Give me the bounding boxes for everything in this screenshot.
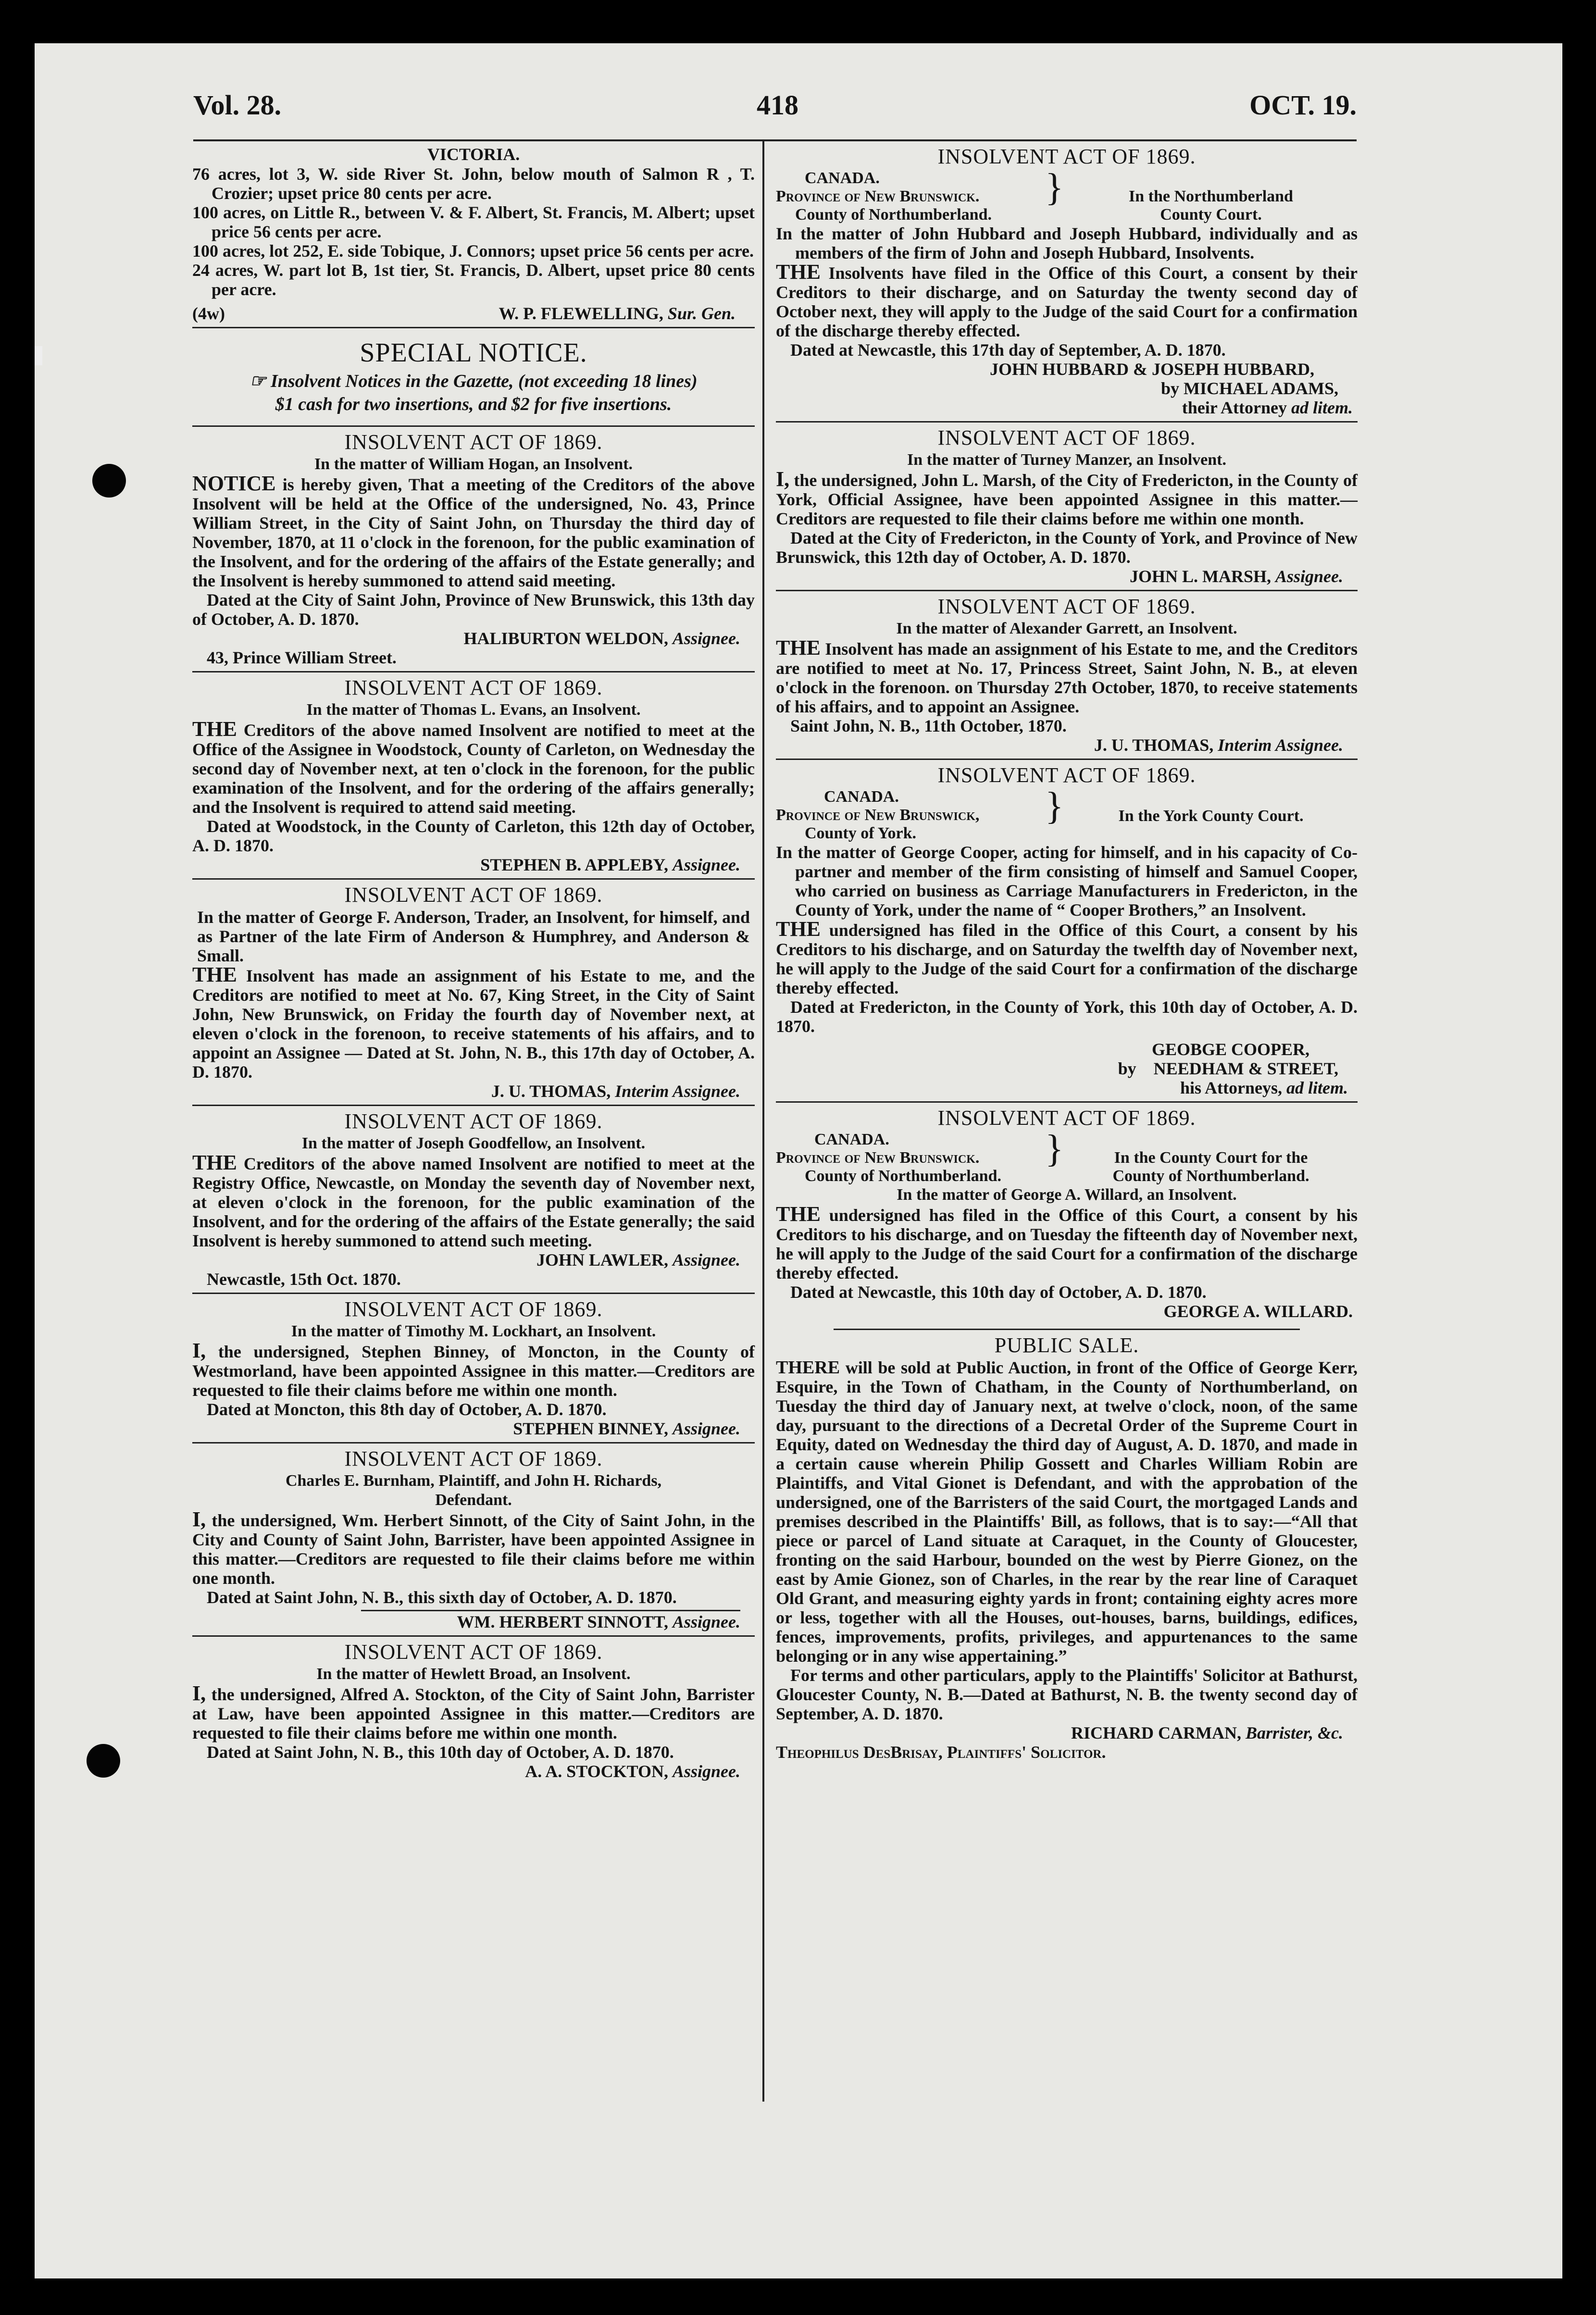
notice-willard: [776, 1106, 1358, 1321]
notice-matter: In the matter of Thomas L. Evans, an Insolvent.: [306, 701, 641, 719]
notice-matter: In the matter of William Hogan, an Insolvent.: [314, 455, 633, 473]
signer-title: Assignee.: [672, 629, 740, 648]
attorney-title: ad litem.: [1286, 1078, 1348, 1097]
attorney-title: ad litem.: [1291, 398, 1353, 417]
signer-name: JOHN HUBBARD & JOSEPH HUBBARD,: [989, 360, 1314, 379]
divider: [192, 327, 755, 328]
issue-date: OCT. 19.: [1249, 89, 1357, 121]
lead-word: THE: [776, 636, 821, 660]
signer-title: Interim Assignee.: [615, 1082, 740, 1101]
notice-dated: Dated at Newcastle, this 10th day of October, A. D. 1870.: [790, 1282, 1207, 1302]
brace-icon: }: [1045, 785, 1064, 827]
divider: [192, 1105, 755, 1106]
notice-dated: Dated at Saint John, N. B., this sixth day of October, A. D. 1870.: [207, 1588, 677, 1607]
signer-title: Assignee.: [672, 1419, 740, 1438]
notice-title: INSOLVENT ACT OF 1869.: [937, 595, 1196, 618]
notice-dated: Dated at the City of Saint John, Province of New Brunswick, this 13th day of October, A. D. 1870.: [192, 590, 755, 629]
country: CANADA.: [814, 1131, 889, 1148]
lead-word: THE: [776, 1202, 821, 1226]
notice-hubbard: [776, 144, 1358, 417]
notice-cooper: [776, 763, 1358, 1097]
lot-entry: 100 acres, on Little R., between V. & F. Albert, St. Francis, M. Albert; upset price 56 cents per acre.: [192, 203, 755, 241]
signer-address: 43, Prince William Street.: [207, 648, 397, 667]
notice-matter: In the matter of Turney Manzer, an Insolvent.: [907, 451, 1226, 469]
notice-matter: In the matter of George F. Anderson, Trader, an Insolvent, for himself, and as Partner of the late Firm of Anderson & Humphrey, and Anderson & Small.: [197, 908, 750, 965]
lot-entry: 100 acres, lot 252, E. side Tobique, J. Connors; upset price 56 cents per acre.: [192, 241, 754, 261]
notice-garrett: [776, 594, 1358, 755]
volume-label: Vol. 28.: [193, 89, 282, 121]
notice-manzer: [776, 425, 1358, 586]
left-column: [192, 144, 755, 1781]
notice-title: INSOLVENT ACT OF 1869.: [344, 1297, 603, 1321]
lead-word: THE: [192, 1151, 237, 1174]
signer-name: J. U. THOMAS,: [1094, 735, 1214, 755]
victoria-section: [192, 144, 755, 323]
signer-name: WM. HERBERT SINNOTT,: [457, 1612, 668, 1631]
lot-entry: 24 acres, W. part lot B, 1st tier, St. Francis, D. Albert, upset price 80 cents per acre.: [192, 261, 755, 299]
solicitor: Theophilus DesBrisay, Plaintiffs' Solicitor.: [776, 1742, 1106, 1762]
section-title: VICTORIA.: [427, 145, 520, 164]
lead-word: I,: [776, 467, 790, 491]
court-heading: [776, 785, 1358, 843]
notice-body: undersigned has filed in the Office of this Court, a consent by his Creditors to his discharge, and on Tuesday the fifteenth day of November next, he will apply to the Judge of the said Court for a confirmation of the discharge thereby effected.: [776, 1206, 1358, 1282]
notice-dated: Dated at Fredericton, in the County of York, this 10th day of October, A. D. 1870.: [776, 997, 1358, 1036]
header-rule: [193, 139, 1357, 141]
notice-title: INSOLVENT ACT OF 1869.: [937, 145, 1196, 168]
notice-broad: [192, 1640, 755, 1781]
lead-word: I,: [192, 1339, 206, 1362]
notice-matter: In the matter of George A. Willard, an Insolvent.: [897, 1186, 1237, 1204]
signer-title: Assignee.: [1275, 567, 1343, 586]
page-header: [193, 89, 1357, 127]
signer-agent: by MICHAEL ADAMS,: [1160, 379, 1338, 398]
notice-goodfellow: [192, 1109, 755, 1289]
signer-title: Assignee.: [672, 1762, 740, 1781]
divider: [192, 671, 755, 672]
signer-title: Sur. Gen.: [667, 304, 736, 323]
notice-line: $1 cash for two insertions, and $2 for five insertions.: [275, 394, 672, 414]
divider: [361, 1610, 740, 1611]
signer-title: Barrister, &c.: [1245, 1723, 1343, 1742]
signer-title: Assignee.: [672, 1250, 740, 1270]
section-title: SPECIAL NOTICE.: [360, 338, 587, 368]
notice-body: Insolvent has made an assignment of his Estate to me, and the Creditors are notified to meet at No. 67, King Street, in the City of Saint John, New Brunswick, on Friday the fourth day of November next, at eleven o'clock in the forenoon, to receive statements of his affairs, and to appoint an Assignee — Dated at St. John, N. B., this 17th day of October, A. D. 1870.: [192, 966, 755, 1082]
notice-body: Creditors of the above named Insolvent are notified to meet at the Registry Office, Newcastle, on Monday the seventh day of November next, at eleven o'clock in the forenoon, for the public examination of the Insolvent, and for the ordering of the affairs of the Estate generally; the said Insolvent is hereby summoned to attend such meeting.: [192, 1154, 755, 1250]
lead-word: THE: [776, 917, 821, 941]
notice-title: INSOLVENT ACT OF 1869.: [344, 430, 603, 454]
lead-word: I,: [192, 1681, 206, 1705]
sale-terms: For terms and other particulars, apply to the Plaintiffs' Solicitor at Bathurst, Gloucester County, N. B.—Dated at Bathurst, N. B. the twenty second day of September, A. D. 1870.: [776, 1666, 1358, 1723]
province: Province of New Brunswick,: [776, 806, 980, 824]
notice-matter: In the matter of Hewlett Broad, an Insolvent.: [316, 1665, 631, 1683]
divider: [776, 759, 1358, 760]
divider: [834, 1329, 1300, 1330]
notice-body: the undersigned, Stephen Binney, of Moncton, in the County of Westmorland, have been appointed Assignee in this matter.—Creditors are requested to file their claims before me within one month.: [192, 1342, 755, 1400]
divider: [192, 878, 755, 880]
divider: [776, 421, 1358, 423]
notice-dated: Newcastle, 15th Oct. 1870.: [207, 1270, 401, 1289]
signer-name: GEORGE A. WILLARD.: [1163, 1302, 1353, 1321]
attorney: their Attorney: [1182, 398, 1287, 417]
signer-name: JOHN LAWLER,: [536, 1250, 668, 1270]
notice-title: INSOLVENT ACT OF 1869.: [937, 426, 1196, 449]
public-sale: [776, 1333, 1358, 1762]
court-name: County of Northumberland.: [1112, 1167, 1309, 1185]
divider: [192, 425, 755, 427]
notice-title: INSOLVENT ACT OF 1869.: [344, 883, 603, 907]
notice-dated: Dated at the City of Fredericton, in the County of York, and Province of New Brunswick, this 12th day of October, A. D. 1870.: [776, 528, 1358, 567]
notice-matter: In the matter of John Hubbard and Joseph Hubbard, individually and as members of the firm of John and Joseph Hubbard, Insolvents.: [776, 224, 1358, 262]
signer-name: RICHARD CARMAN,: [1071, 1723, 1241, 1742]
notice-evans: [192, 675, 755, 874]
court-name: County Court.: [1160, 206, 1262, 224]
notice-title: INSOLVENT ACT OF 1869.: [344, 676, 603, 699]
notice-sinnott: [192, 1446, 755, 1631]
country: CANADA.: [805, 169, 880, 187]
notice-matter: In the matter of Joseph Goodfellow, an Insolvent.: [301, 1134, 646, 1152]
signer-agent: NEEDHAM & STREET,: [1153, 1059, 1338, 1078]
notice-line: ☞ Insolvent Notices in the Gazette, (not exceeding 18 lines): [249, 371, 698, 391]
notice-dated: Saint John, N. B., 11th October, 1870.: [790, 716, 1067, 735]
court-name: In the Northumberland: [1129, 187, 1293, 205]
signer-name: A. A. STOCKTON,: [525, 1762, 668, 1781]
county: County of Northumberland.: [795, 206, 992, 224]
signer-name: STEPHEN B. APPLEBY,: [480, 855, 668, 874]
court-heading: [776, 1128, 1358, 1185]
signer-name: J. U. THOMAS,: [491, 1082, 611, 1101]
right-column: [776, 144, 1358, 1762]
special-notice: [192, 336, 755, 416]
signer-title: Assignee.: [672, 855, 740, 874]
lead-word: THE: [192, 963, 237, 986]
court-name: In the County Court for the: [1114, 1149, 1308, 1167]
notice-matter: In the matter of Alexander Garrett, an Insolvent.: [896, 620, 1237, 637]
divider: [192, 1635, 755, 1637]
notice-matter: In the matter of George Cooper, acting for himself, and in his capacity of Co-partner and member of the firm consisting of himself and Samuel Cooper, who carried on business as Carriage Manufacturers in Fredericton, in the County of York, under the name of “ Cooper Brothers,” an Insolvent.: [776, 843, 1358, 920]
country: CANADA.: [824, 788, 899, 806]
divider: [776, 590, 1358, 591]
notice-body: undersigned has filed in the Office of this Court, a consent by his Creditors to his discharge, and on Saturday the twelfth day of November next, he will apply to the Judge of the said Court for a confirmation of the discharge thereby effected.: [776, 921, 1358, 997]
signer-title: Assignee.: [672, 1612, 740, 1631]
notice-body: Insolvent has made an assignment of his Estate to me, and the Creditors are notified to meet at No. 17, Princess Street, Saint John, N. B., at eleven o'clock in the forenoon. on Thursday 27th October, 1870, to receive statements of his affairs, and to appoint an Assignee.: [776, 639, 1358, 716]
divider: [192, 1442, 755, 1444]
binder-hole-top: [92, 464, 126, 498]
notice-body: the undersigned, John L. Marsh, of the City of Fredericton, in the County of York, Official Assignee, have been appointed Assignee in this matter.—Creditors are requested to file their claims before me within one month.: [776, 471, 1358, 528]
lot-entry: 76 acres, lot 3, W. side River St. John, below mouth of Salmon R , T. Crozier; upset price 80 cents per acre.: [192, 164, 755, 203]
divider: [776, 1101, 1358, 1103]
notice-title: INSOLVENT ACT OF 1869.: [344, 1109, 603, 1133]
notice-title: INSOLVENT ACT OF 1869.: [937, 1106, 1196, 1130]
notice-matter: Charles E. Burnham, Plaintiff, and John H. Richards, Defendant.: [285, 1472, 662, 1509]
signer-name: W. P. FLEWELLING,: [499, 304, 663, 323]
court-name: In the York County Court.: [1118, 807, 1304, 825]
attorney: his Attorneys,: [1180, 1078, 1282, 1097]
notice-body: the undersigned, Wm. Herbert Sinnott, of the City of Saint John, in the City and County of Saint John, Barrister, have been appointed Assignee in this matter.—Creditors are requested to file their claims before me within one month.: [192, 1511, 755, 1588]
county: County of York.: [805, 824, 917, 842]
brace-icon: }: [1045, 166, 1064, 209]
notice-hogan: [192, 430, 755, 667]
notice-body: is hereby given, That a meeting of the Creditors of the above Insolvent will be held at the Office of the undersigned, No. 43, Prince William Street, in the City of Saint John, on Thursday the third day of November, 1870, at 11 o'clock in the forenoon, for the public examination of the Insolvent, and for the ordering of the affairs of the Estate generally; and the Insolvent is hereby summoned to attend said meeting.: [192, 475, 755, 590]
notice-title: PUBLIC SALE.: [994, 1333, 1139, 1357]
signer-name: STEPHEN BINNEY,: [513, 1419, 668, 1438]
notice-title: INSOLVENT ACT OF 1869.: [344, 1447, 603, 1470]
signer-title: Interim Assignee.: [1218, 735, 1343, 755]
lead-word: NOTICE: [192, 472, 276, 495]
notice-dated: Dated at Moncton, this 8th day of October, A. D. 1870.: [207, 1400, 607, 1419]
notice-matter: In the matter of Timothy M. Lockhart, an Insolvent.: [291, 1322, 656, 1340]
binder-hole-bottom: [87, 1744, 120, 1778]
notice-dated: Dated at Newcastle, this 17th day of September, A. D. 1870.: [790, 340, 1226, 360]
lead-word: THE: [192, 717, 237, 741]
signature-row: [192, 304, 755, 323]
column-divider: [762, 140, 764, 2102]
notice-body: Insolvents have filed in the Office of this Court, a consent by their Creditors to their discharge, and on Saturday the twenty second day of October next, they will apply to the Judge of the said Court for a confirmation of the discharge thereby effected.: [776, 263, 1358, 340]
insertion-ref: (4w): [192, 304, 225, 323]
signer-agent-prefix: by: [1118, 1059, 1136, 1078]
signer-name: JOHN L. MARSH,: [1129, 567, 1271, 586]
notice-title: INSOLVENT ACT OF 1869.: [344, 1640, 603, 1664]
notice-anderson: [192, 883, 755, 1101]
province: Province of New Brunswick.: [776, 1149, 980, 1167]
notice-dated: Dated at Woodstock, in the County of Carleton, this 12th day of October, A. D. 1870.: [192, 817, 755, 855]
notice-title: INSOLVENT ACT OF 1869.: [937, 763, 1196, 787]
lead-word: THE: [776, 260, 821, 284]
county: County of Northumberland.: [805, 1167, 1001, 1185]
page-number: 418: [757, 89, 798, 121]
signer-name: GEOBGE COOPER,: [1151, 1040, 1309, 1059]
court-heading: [776, 166, 1358, 224]
notice-dated: Dated at Saint John, N. B., this 10th day of October, A. D. 1870.: [207, 1742, 674, 1762]
notice-body: the undersigned, Alfred A. Stockton, of the City of Saint John, Barrister at Law, have been appointed Assignee in this matter.—Creditors are requested to file their claims before me within one month.: [192, 1685, 755, 1742]
divider: [192, 1293, 755, 1294]
lead-word: I,: [192, 1507, 206, 1531]
province: Province of New Brunswick.: [776, 187, 980, 205]
lead-word: THERE: [776, 1357, 840, 1378]
notice-body: will be sold at Public Auction, in front of the Office of George Kerr, Esquire, in the Town of Chatham, in the County of Northumberland, on Tuesday the third day of January next, at twelve o'clock, noon, of the same day, pursuant to the directions of a Decretal Order of the Supreme Court in Equity, dated on Wednesday the third day of August, A. D. 1870, and made in a certain cause wherein Philip Gossett and Charles William Robin are Plaintiffs, and Vital Gionet is Defendant, and with the approbation of the undersigned, one of the Barristers of the said Court, the mortgaged Lands and premises described in the Plaintiffs' Bill, as follows, that is to say:—“All that piece or parcel of Land situate at Caraquet, in the County of Gloucester, fronting on the said Harbour, bounded on the west by Pierre Gionez, on the east by Amie Gionez, son of Charles, in the rear by the rear line of Caraquet Old Grant, and measuring eighty yards in front; containing eighty acres more or less, together with all the Houses, out-houses, barns, buildings, edifices, fences, improvements, profits, privileges, and appurtenances to the same belonging or in any wise appertaining.”: [776, 1358, 1358, 1666]
signer-name: HALIBURTON WELDON,: [463, 629, 668, 648]
notice-lockhart: [192, 1297, 755, 1438]
notice-body: Creditors of the above named Insolvent are notified to meet at the Office of the Assignee in Woodstock, County of Carleton, on Wednesday the second day of November next, at ten o'clock in the forenoon, for the public examination of the Insolvent, and for the ordering of the affairs generally; and the Insolvent is required to attend said meeting.: [192, 721, 755, 817]
page-edge-tab: [35, 346, 42, 365]
brace-icon: }: [1045, 1128, 1064, 1170]
